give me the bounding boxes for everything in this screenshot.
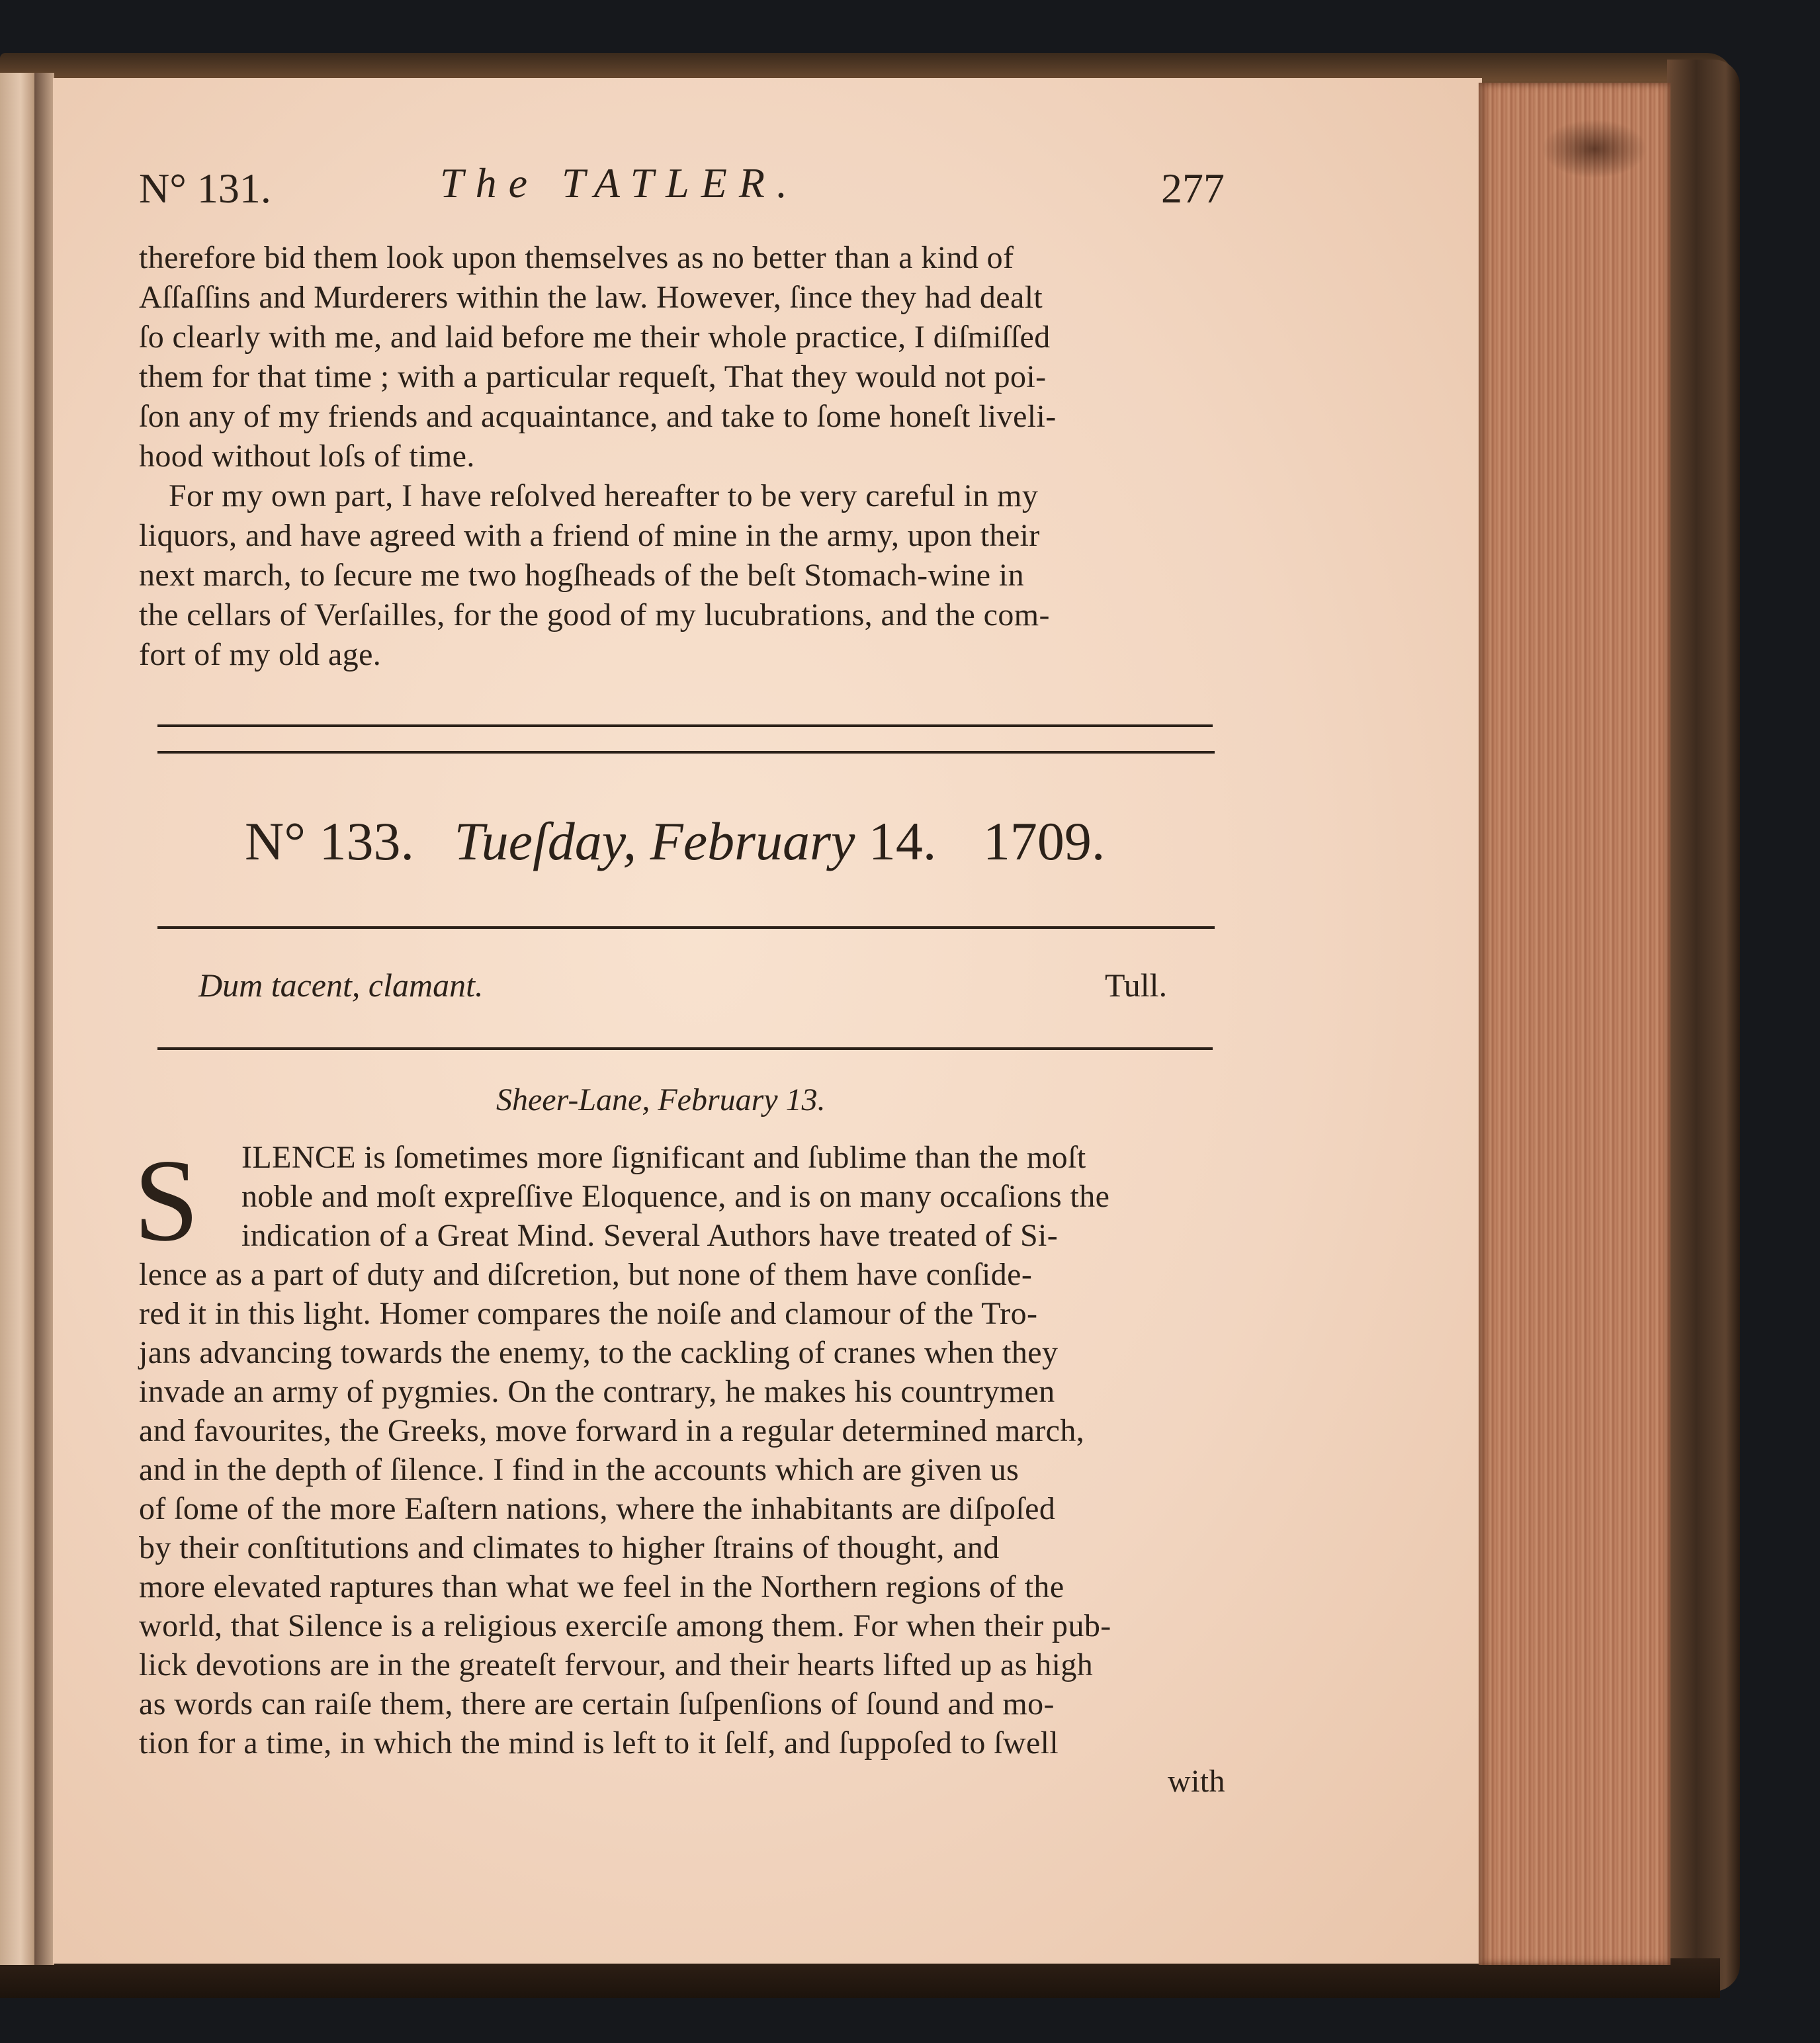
header-page-number: 277 xyxy=(1161,165,1225,212)
essay-line: noble and moſt expreſſive Eloquence, and is on many occaſions the xyxy=(241,1179,1110,1214)
text-line: ſon any of my friends and acquaintance, and take to ſome honeſt liveli- xyxy=(139,399,1057,434)
essay-line: lick devotions are in the greateſt fervour, and their hearts lifted up as high xyxy=(139,1647,1094,1682)
dateline: Sheer-Lane, February 13. xyxy=(496,1082,826,1117)
rule-under-motto xyxy=(157,1047,1213,1050)
catchword: with xyxy=(1168,1764,1225,1799)
issue-month: February xyxy=(650,811,855,871)
essay-line: and favourites, the Greeks, move forward in a regular determined march, xyxy=(139,1413,1085,1448)
rule-under-title xyxy=(157,926,1215,929)
motto-text: Dum tacent, clamant. xyxy=(198,967,484,1004)
issue-year: 1709. xyxy=(982,811,1105,871)
essay-line: as words can raiſe them, there are certain ſuſpenſions of ſound and mo- xyxy=(139,1686,1055,1721)
motto-author: Tull. xyxy=(1105,967,1168,1004)
text-line: liquors, and have agreed with a friend of mine in the army, upon their xyxy=(139,518,1040,553)
essay-line: red it in this light. Homer compares the noiſe and clamour of the Tro- xyxy=(139,1296,1038,1331)
header-title: The TATLER. xyxy=(440,159,799,206)
issue-day: Tueſday, xyxy=(454,811,637,871)
essay-line: tion for a time, in which the mind is left to it ſelf, and ſuppoſed to ſwell xyxy=(139,1725,1059,1760)
essay-line: more elevated raptures than what we feel in the Northern regions of the xyxy=(139,1569,1064,1604)
essay-line: indication of a Great Mind. Several Authors have treated of Si- xyxy=(241,1218,1059,1253)
text-line: ſo clearly with me, and laid before me their whole practice, I diſmiſſed xyxy=(139,320,1051,355)
issue-date: 14. xyxy=(868,811,937,871)
gutter xyxy=(34,73,54,1965)
book-cover-bottom xyxy=(0,1958,1720,1998)
text-line: For my own part, I have reſolved hereafter to be very careful in my xyxy=(169,478,1039,513)
page-fore-edge xyxy=(1479,83,1670,1965)
essay-line: world, that Silence is a religious exerciſe among them. For when their pub- xyxy=(139,1608,1111,1643)
book-cover-right xyxy=(1667,60,1740,1991)
issue-title xyxy=(245,810,1105,873)
header-number: N° 131. xyxy=(139,165,271,212)
text-line: hood without loſs of time. xyxy=(139,439,475,474)
text-line: them for that time ; with a particular requeſt, That they would not poi- xyxy=(139,359,1047,394)
essay-line: by their conſtitutions and climates to higher ſtrains of thought, and xyxy=(139,1530,1000,1565)
text-line: Aſſaſſins and Murderers within the law. However, ſince they had dealt xyxy=(139,280,1043,315)
double-rule-bottom xyxy=(157,751,1215,754)
text-line: therefore bid them look upon themselves as no better than a kind of xyxy=(139,240,1014,275)
text-line: fort of my old age. xyxy=(139,637,382,672)
fore-edge-stain xyxy=(1541,119,1647,179)
essay-line: and in the depth of ſilence. I find in the accounts which are given us xyxy=(139,1452,1019,1487)
essay-line: lence as a part of duty and diſcretion, but none of them have conſide- xyxy=(139,1257,1033,1292)
issue-number: N° 133. xyxy=(245,811,415,871)
essay-line: jans advancing towards the enemy, to the cackling of cranes when they xyxy=(139,1335,1059,1370)
drop-cap: S xyxy=(134,1135,199,1266)
text-line: the cellars of Verſailles, for the good of my lucubrations, and the com- xyxy=(139,597,1050,632)
essay-line: of ſome of the more Eaſtern nations, where the inhabitants are diſpoſed xyxy=(139,1491,1056,1526)
essay-line: invade an army of pygmies. On the contrary, he makes his countrymen xyxy=(139,1374,1055,1409)
text-line: next march, to ſecure me two hogſheads of the beſt Stomach-wine in xyxy=(139,558,1025,593)
double-rule-top xyxy=(157,724,1213,727)
left-page-edge xyxy=(0,73,34,1965)
essay-line: ILENCE is ſometimes more ſignificant and ſublime than the moſt xyxy=(241,1140,1086,1175)
